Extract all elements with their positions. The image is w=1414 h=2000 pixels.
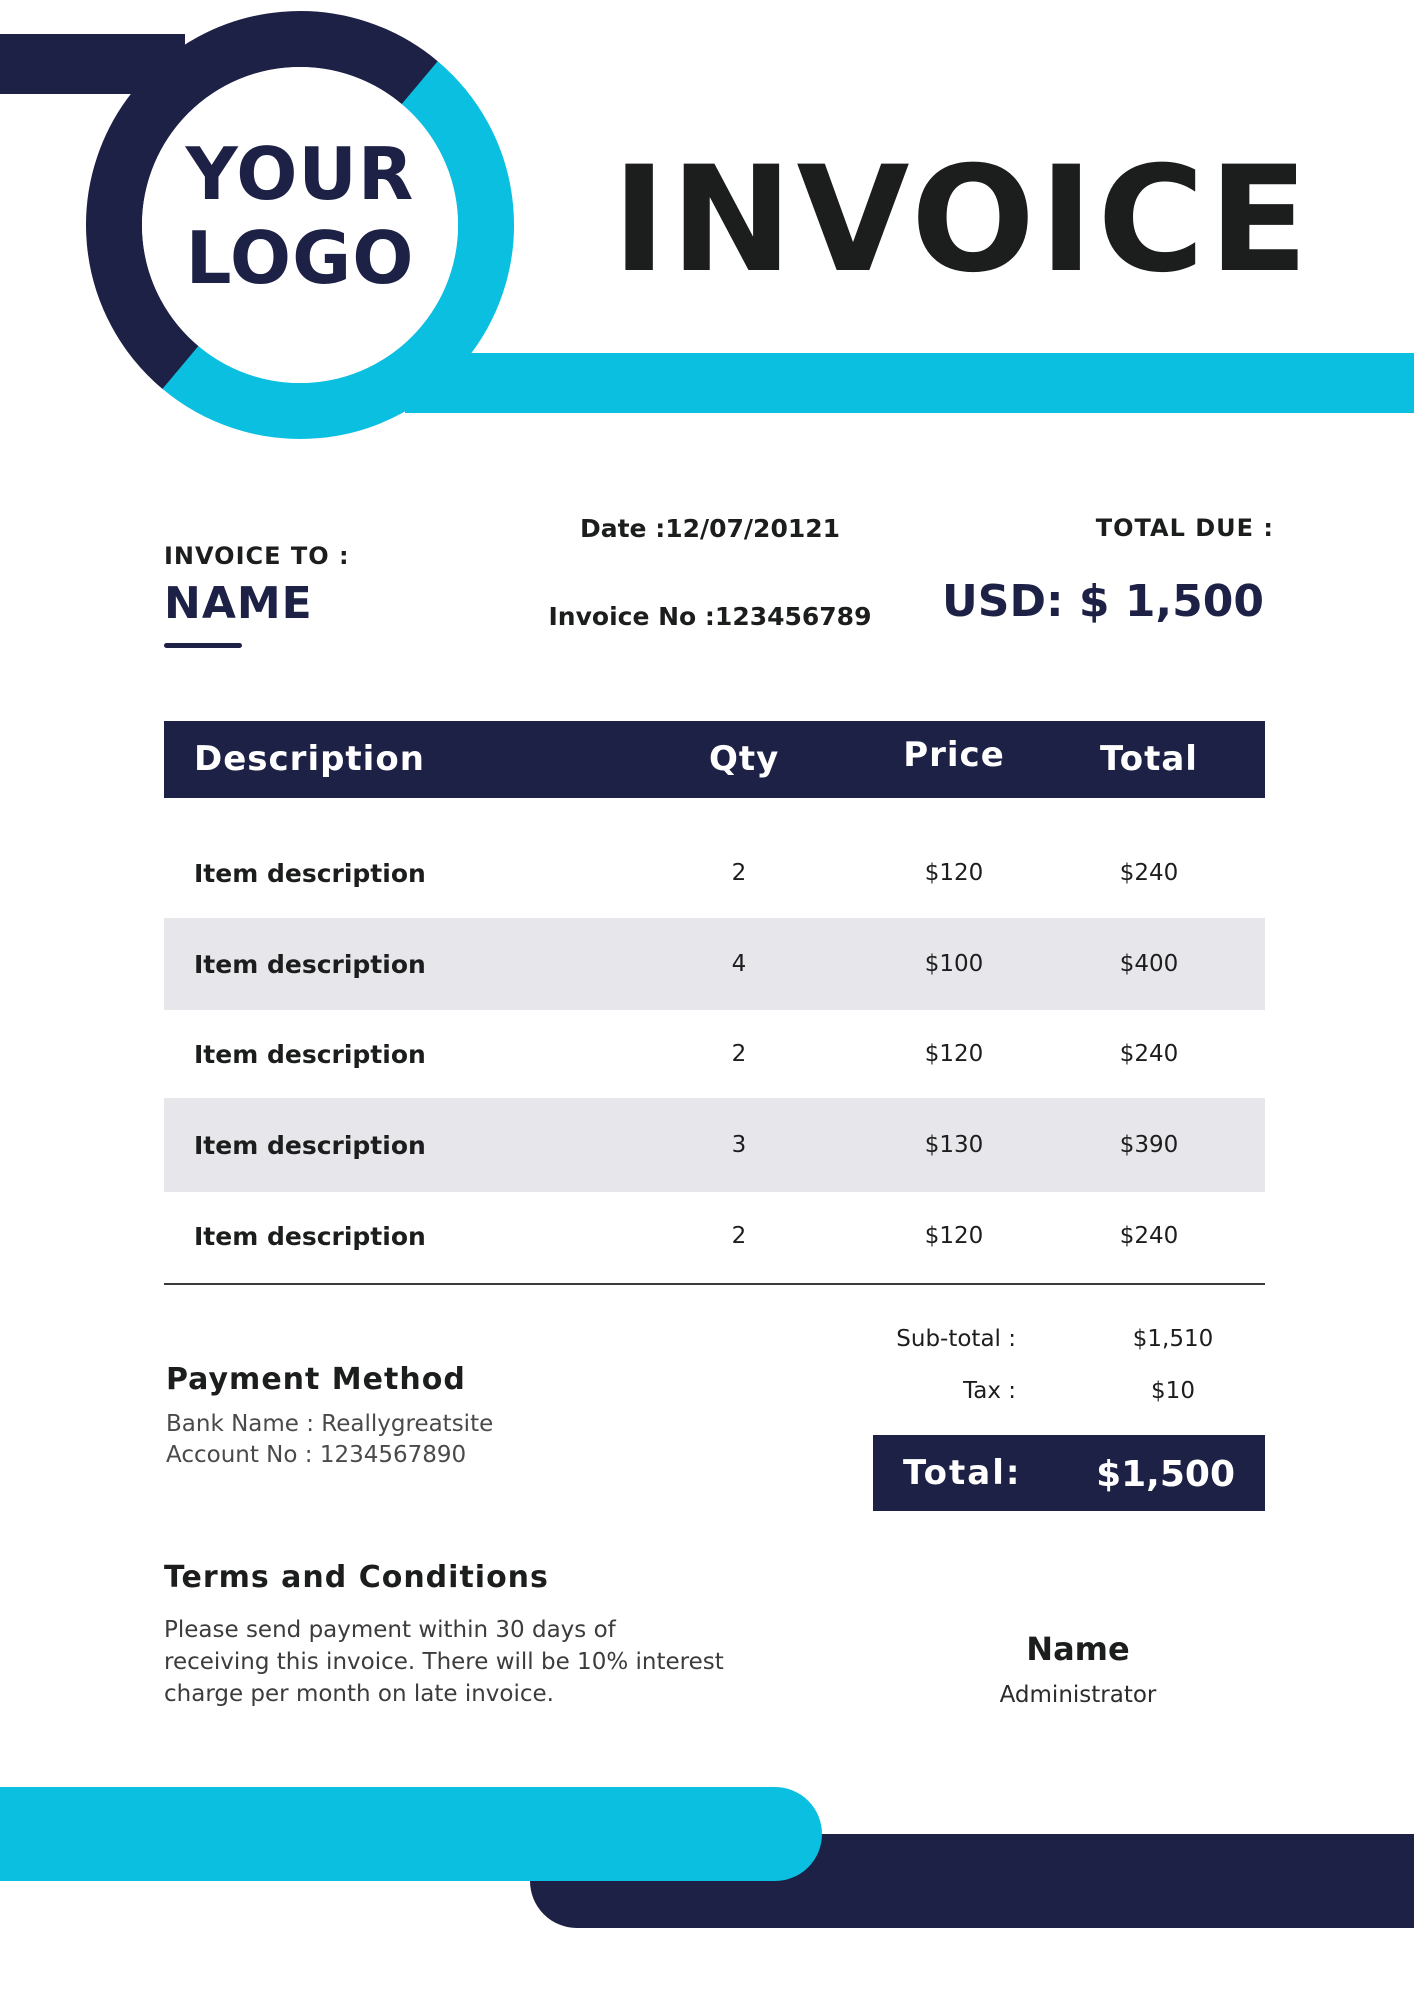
tax-value: $10 xyxy=(1151,1378,1195,1404)
terms-title: Terms and Conditions xyxy=(164,1560,549,1595)
invoice-date xyxy=(560,514,860,543)
subtotal-label: Sub-total : xyxy=(896,1326,1016,1352)
client-name: NAME xyxy=(164,578,313,629)
table-header xyxy=(164,721,1265,798)
logo-placeholder xyxy=(160,132,440,300)
table-row xyxy=(164,918,1265,1010)
row-total: $240 xyxy=(1119,1223,1179,1249)
column-header-price: Price xyxy=(903,735,1005,775)
table-row xyxy=(164,1098,1265,1192)
subtotal-value: $1,510 xyxy=(1132,1326,1214,1352)
row-description: Item description xyxy=(194,1221,426,1251)
row-price: $120 xyxy=(924,1041,984,1067)
row-qty: 2 xyxy=(731,1041,747,1067)
page-title: INVOICE xyxy=(612,135,1313,305)
footer-cyan-bar xyxy=(0,1787,822,1881)
row-qty: 4 xyxy=(731,951,747,977)
row-description: Item description xyxy=(194,1039,426,1069)
row-total: $400 xyxy=(1119,951,1179,977)
date-value: 12/07/20121 xyxy=(665,514,841,543)
invoice-to-label: INVOICE TO : xyxy=(164,542,350,570)
row-price: $100 xyxy=(924,951,984,977)
invoice-number xyxy=(540,602,880,631)
logo-line-1: YOUR xyxy=(185,132,415,216)
row-description: Item description xyxy=(194,858,426,888)
row-total: $240 xyxy=(1119,1041,1179,1067)
signatory-name: Name xyxy=(1026,1630,1130,1668)
name-underline xyxy=(164,643,242,648)
invoice-no-label: Invoice No : xyxy=(548,602,715,631)
grand-total-value: $1,500 xyxy=(1096,1454,1235,1495)
payment-method-title: Payment Method xyxy=(166,1362,466,1397)
row-price: $120 xyxy=(924,860,984,886)
signatory-role: Administrator xyxy=(999,1682,1157,1708)
table-row xyxy=(164,1192,1265,1280)
row-price: $130 xyxy=(924,1132,984,1158)
date-label: Date : xyxy=(579,514,666,543)
column-header-qty: Qty xyxy=(709,739,780,779)
row-total: $240 xyxy=(1119,860,1179,886)
tax-label: Tax : xyxy=(962,1378,1016,1404)
invoice-no-value: 123456789 xyxy=(714,602,872,631)
column-header-description: Description xyxy=(194,739,425,779)
grand-total-box xyxy=(873,1435,1265,1511)
column-header-total: Total xyxy=(1100,739,1198,779)
total-due-label: TOTAL DUE : xyxy=(1095,514,1274,542)
account-number: Account No : 1234567890 xyxy=(166,1442,467,1468)
row-qty: 2 xyxy=(731,860,747,886)
row-total: $390 xyxy=(1119,1132,1179,1158)
bank-name: Bank Name : Reallygreatsite xyxy=(166,1411,494,1437)
table-divider xyxy=(164,1283,1265,1285)
header-cyan-bar xyxy=(405,353,1414,413)
table-row xyxy=(164,828,1265,918)
logo-line-2: LOGO xyxy=(185,216,415,300)
total-due-value: USD: $ 1,500 xyxy=(942,576,1264,627)
row-qty: 3 xyxy=(731,1132,747,1158)
grand-total-label: Total: xyxy=(903,1453,1022,1493)
terms-text: Please send payment within 30 days of receiving this invoice. There will be 10% interest charge per month on late invoice. xyxy=(164,1617,724,1707)
row-price: $120 xyxy=(924,1223,984,1249)
table-row xyxy=(164,1010,1265,1098)
row-qty: 2 xyxy=(731,1223,747,1249)
row-description: Item description xyxy=(194,1130,426,1160)
row-description: Item description xyxy=(194,949,426,979)
